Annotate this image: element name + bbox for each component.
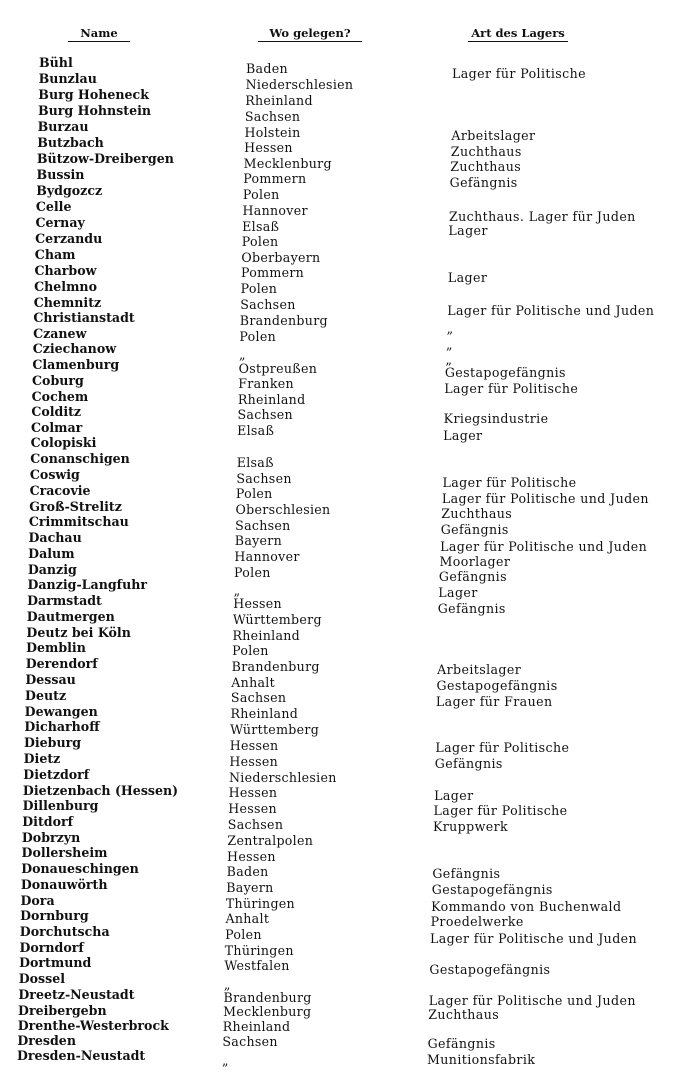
camp-type: Zuchthaus [428,1006,500,1022]
camp-name: Cziechanow [32,340,117,356]
camp-type: Zuchthaus [441,505,513,521]
camp-type: Gefängnis [434,755,503,771]
camp-name: Bussin [36,166,85,182]
camp-name: Dietzenbach (Hessen) [22,782,179,798]
column-header-location: Wo gelegen? [258,26,362,42]
column-header-name: Name [68,26,130,42]
camp-location: Hessen [229,737,279,753]
camp-location: Sachsen [230,689,287,705]
camp-location: „ [222,1052,229,1068]
camp-type: Gestapogefängnis [429,961,551,977]
camp-name: Dessau [25,671,76,687]
camp-name: Dorchutscha [19,923,110,939]
camp-type: Lager für Politische [435,739,570,755]
camp-name: Bunzlau [38,70,97,86]
camp-location: Anhalt [231,674,275,690]
camp-name: Dossel [18,970,66,986]
camp-type: Gestapogefängnis [431,881,553,897]
camp-name: Bydgozcz [36,182,103,198]
camp-type: Lager für Politische und Juden [429,930,638,946]
camp-location: Rheinland [222,1018,291,1034]
camp-type: „ [446,336,453,352]
camp-name: Cracovie [29,482,91,498]
camp-name: Derendorf [25,655,98,671]
camp-location: Rheinland [230,705,299,721]
camp-location: Baden [226,863,269,879]
camp-name: Dresden [17,1032,76,1048]
camp-location: Mecklenburg [223,1003,312,1019]
camp-name: Danzig [27,561,77,577]
camp-name: Drenthe-Westerbrock [17,1017,169,1033]
camp-location: Thüringen [224,942,294,958]
camp-location: Pommern [243,170,307,186]
camp-type: Lager [448,222,488,238]
camp-type: Lager für Frauen [435,693,553,709]
camp-type: Lager für Politische [433,802,568,818]
camp-type: Lager für Politische und Juden [441,490,649,506]
camp-location: Polen [234,564,271,580]
camp-location: „ [223,976,231,992]
camp-type: Lager für Politische [442,474,577,490]
camp-type: „ [446,320,454,336]
camp-location: „ [233,582,241,598]
camp-name: Bühl [39,54,73,70]
camp-location: Oberbayern [241,249,321,265]
camp-name: Dachau [28,529,82,545]
camp-location: Baden [246,60,288,76]
camp-location: Hessen [227,848,276,864]
camp-name: Clamenburg [32,356,120,372]
camp-type: Gefängnis [440,521,509,537]
camp-location: Oberschlesien [235,501,331,517]
camp-name: Dicharhoff [24,718,100,734]
camp-type: Lager für Politische und Juden [447,302,655,318]
camp-name: Donaueschingen [21,860,139,876]
camp-location: Bayern [226,879,274,895]
camp-name: Christianstadt [33,309,135,325]
camp-type: Kommando von Buchenwald [431,898,622,914]
camp-type: Kriegsindustrie [443,410,549,426]
camp-location: Sachsen [222,1033,278,1049]
camp-location: Württemberg [230,721,320,737]
camp-location: Polen [232,642,269,658]
camp-type: Lager für Politische [444,380,579,396]
camp-location: Sachsen [244,108,301,124]
camp-name: Dora [20,892,55,908]
camp-name: Crimmitschau [28,513,129,529]
camp-name: Burzau [37,118,89,134]
camp-location: Polen [240,280,278,296]
camp-type: Zuchthaus. Lager für Juden [449,208,636,224]
camp-type: „ [445,351,453,367]
camp-name: Dewangen [24,703,98,719]
camp-location: Bayern [234,532,283,548]
camp-type: Lager [434,787,474,803]
camp-location: Hannover [234,548,300,564]
camp-name: Deutz [25,687,67,703]
camp-name: Cham [34,246,76,262]
camp-location: Polen [235,485,273,501]
camp-location: Ostpreußen [238,360,318,376]
camp-name: Cernay [35,214,85,230]
camp-type: Gefängnis [437,600,506,616]
camp-location: Elsaß [236,454,274,470]
camp-type: Munitionsfabrik [427,1051,536,1067]
camp-location: Sachsen [237,406,293,422]
camp-location: Sachsen [236,470,292,486]
camp-type: Lager für Politische und Juden [440,538,648,554]
camp-name: Ditdorf [22,813,74,829]
camp-name: Dieburg [23,734,82,750]
camp-location: Polen [225,926,262,942]
camp-location: Hessen [229,753,279,769]
camp-name: Coburg [32,372,84,388]
camp-type: Kruppwerk [432,818,509,834]
camp-name: Dreibergebn [18,1002,107,1018]
camp-name: Dalum [28,545,75,561]
camp-name: Dietz [23,750,61,766]
camp-name: Donauwörth [20,876,108,892]
camp-location: Brandenburg [223,989,312,1005]
camp-name: Groß-Strelitz [29,498,122,514]
camp-name: Colopiski [30,434,97,450]
camp-name: Dautmergen [26,608,115,624]
camp-location: Elsaß [242,218,280,234]
camp-type: Arbeitslager [437,661,522,677]
camp-location: Niederschlesien [245,76,354,92]
camp-location: Elsaß [237,422,275,438]
camp-location: Brandenburg [231,658,320,674]
camp-type: Moorlager [439,553,511,569]
camp-location: Pommern [240,264,305,280]
camp-name: Dornburg [20,907,89,923]
camp-type: Gefängnis [449,174,518,190]
camp-location: Westfalen [224,957,290,973]
camp-location: Mecklenburg [243,155,332,171]
camp-location: Hessen [228,800,277,816]
camp-name: Dreetz-Neustadt [18,986,135,1002]
camp-type: Gefängnis [432,865,501,881]
camp-name: Celle [35,198,72,214]
camp-name: Danzig-Langfuhr [27,576,148,592]
camp-name: Charbow [34,262,97,278]
camp-location: Hessen [228,784,278,800]
camp-type: Gestapogefängnis [436,677,558,693]
camp-name: Bützow-Dreibergen [36,150,174,166]
camp-location: Sachsen [227,816,284,832]
camp-name: Czanew [33,325,87,341]
camp-name: Deutz bei Köln [26,624,131,640]
camp-type: Gefängnis [438,568,507,584]
camp-location: Hessen [244,139,293,155]
camp-type: Proedelwerke [430,913,524,929]
camp-location: Brandenburg [239,312,328,328]
camp-name: Chelmno [34,278,97,294]
camp-location: Polen [242,186,280,202]
camp-name: Dietzdorf [23,766,90,782]
camp-name: Coswig [29,466,80,482]
camp-location: Zentralpolen [227,832,314,848]
camp-type: Lager [443,427,483,443]
camp-name: Colditz [31,403,82,419]
camp-location: Holstein [244,124,301,140]
camp-name: Dillenburg [22,797,99,813]
camp-location: Hessen [233,595,282,611]
camp-location: Sachsen [240,296,296,312]
camp-location: Rheinland [237,391,306,407]
camp-location: Niederschlesien [228,769,337,785]
camp-type: Arbeitslager [451,127,536,143]
camp-name: Chemnitz [33,294,102,310]
camp-name: Dresden-Neustadt [17,1047,146,1063]
camp-name: Colmar [30,419,83,435]
camp-location: Polen [239,328,277,344]
camp-name: Dorndorf [19,939,84,955]
camp-type: Lager für Politische und Juden [428,992,636,1008]
camp-type: Lager [447,269,488,285]
camp-name: Dobrzyn [21,829,81,845]
camp-name: Darmstadt [27,592,102,608]
camp-location: Polen [241,233,279,249]
camp-type: Gefängnis [427,1035,496,1051]
camp-location: Thüringen [225,895,295,911]
camp-type: Lager für Politische [452,65,586,81]
camp-location: Rheinland [245,92,313,108]
column-header-camp-type: Art des Lagers [468,26,568,42]
camp-location: Württemberg [232,611,322,627]
camp-name: Demblin [26,639,86,655]
camp-name: Dortmund [19,954,92,970]
camp-location: Hannover [242,202,308,218]
camp-location: Anhalt [225,910,270,926]
camp-type: Zuchthaus [450,158,522,174]
camp-location: Franken [238,375,294,391]
camp-name: Burg Hoheneck [38,86,149,102]
camp-name: Burg Hohnstein [37,102,152,118]
camp-type: Zuchthaus [450,143,522,159]
camp-location: Sachsen [235,517,291,533]
camp-location: Rheinland [232,627,301,643]
camp-name: Cerzandu [35,230,103,246]
camp-name: Dollersheim [21,844,108,860]
camp-location: „ [239,346,246,362]
camp-type: Lager [438,584,478,600]
camp-name: Conanschigen [30,450,130,466]
camp-name: Cochem [31,388,89,404]
camp-type: Gestapogefängnis [444,364,566,380]
camp-name: Butzbach [37,134,104,150]
